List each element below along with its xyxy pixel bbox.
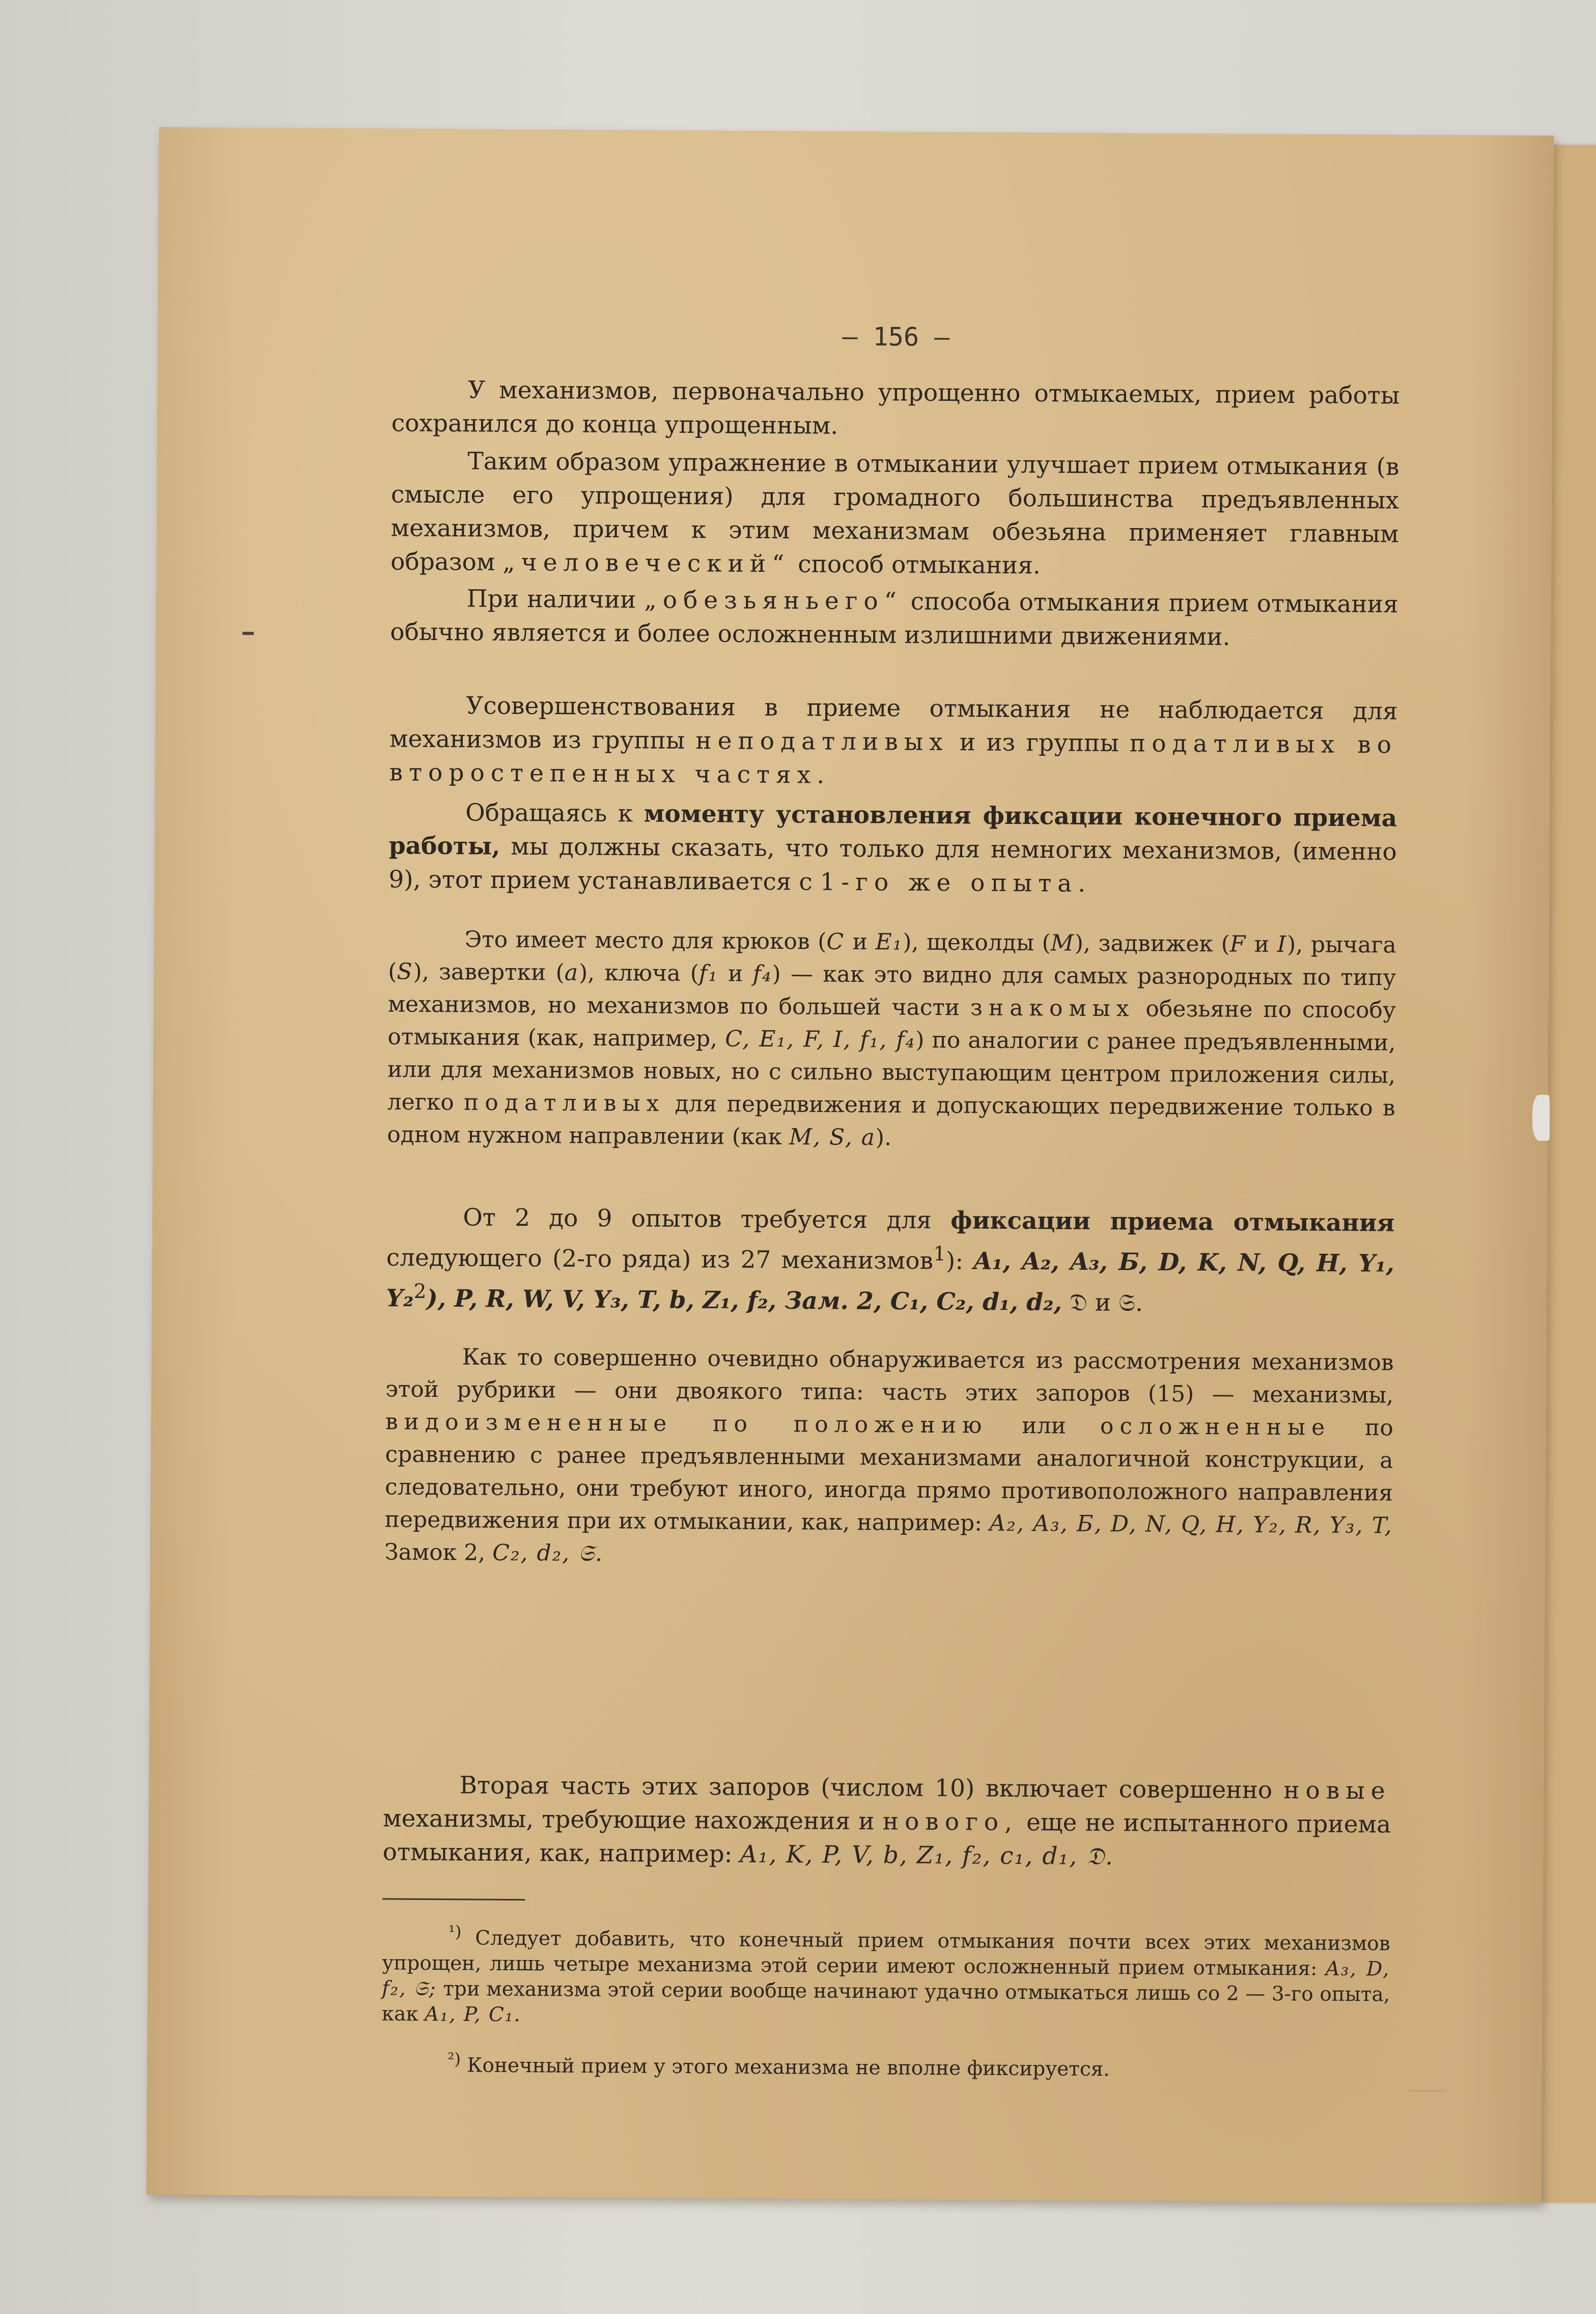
p6-and-1: и: [852, 929, 868, 955]
var-S: S: [397, 958, 413, 985]
spaced-familiar: знакомых: [970, 995, 1135, 1022]
spaced-modified: видоизмененные по положению: [385, 1409, 988, 1439]
paragraph-4-start: Усовершенствования в приеме отмыкания не наблюдается для механизмов из группы: [389, 692, 1398, 755]
paragraph-6: [387, 923, 1396, 1157]
p6-k: ).: [875, 1124, 892, 1151]
paragraph-5-mid: мы должны сказать, что только для немногих механизмов, (именно 9), этот прием устанавливается с: [388, 832, 1397, 896]
p6-e: ), завертки (: [413, 958, 565, 986]
var-F: F: [1229, 931, 1247, 957]
p6-f: ), ключа (: [578, 959, 699, 987]
paragraph-5-start: Обращаясь к: [465, 798, 633, 828]
paragraph-3-end: способа отмыкания прием отмыкания обычно является и более осложненным излишними движениями.: [390, 587, 1398, 651]
footnote-2-mark: ²): [447, 2049, 461, 2069]
spaced-complicated: осложненные: [1100, 1413, 1331, 1441]
p6-j: для передвижения и допускающих передвижение только в одном нужном направлении (как: [387, 1090, 1395, 1150]
p8-a: Как то совершенно очевидно обнаруживается из рассмотрения механизмов этой рубрики — они двоякого типа: часть этих запоров (15) — механизмы,: [385, 1344, 1394, 1409]
p8-b: по сравнению с ранее предъявленными механизмами аналогичной конструкции, а следовательно, они требуют иного, иногда прямо противоположного направления передвижения при их отмыкании, как, например:: [384, 1415, 1394, 1536]
paragraph-3: [390, 582, 1398, 655]
spaced-first-trial: 1-го же опыта.: [820, 868, 1092, 898]
margin-mark: [242, 632, 254, 635]
p6-i: ) по аналогии с ранее предъявленными, или для механизмов новых, но с сильно выступающим центром приложения силы, легко: [387, 1027, 1396, 1116]
p7-end: 𝔇 и 𝔖.: [1069, 1288, 1143, 1317]
p7-a: От 2 до 9 опытов требуется для: [463, 1203, 932, 1234]
p6-b: ), щеколды (: [903, 929, 1051, 956]
var-list-4: C₂, d₂, 𝔖.: [492, 1539, 604, 1567]
spaced-yielding: податливых во второстепенных частях.: [389, 729, 1398, 789]
p9-a: Вторая часть этих запоров (числом 10) включает совершенно: [459, 1771, 1273, 1805]
p6-h: обезьяне по способу отмыкания (как, например,: [387, 996, 1396, 1052]
mechanism-list-a: A₁, A₂, A₃, Б, D, K, N, Q, H, Y₁, Y₂: [386, 1247, 1395, 1313]
var-list-5: A₁, K, P, V, b, Z₁, f₂, c₁, d₁, 𝔇.: [740, 1840, 1114, 1871]
page-tear: [1532, 1095, 1550, 1141]
p8-lock: Замок 2,: [384, 1539, 486, 1566]
var-f1: f₁: [698, 960, 719, 987]
var-I: I: [1277, 931, 1287, 958]
paragraph-4: [389, 688, 1397, 795]
var-list-3: A₂, A₃, Б, D, N, Q, H, Y₂, R, Y₃, T,: [989, 1510, 1393, 1539]
footnote-2-text: Конечный прием у этого механизма не вполне фиксируется.: [467, 2054, 1110, 2081]
footnote-1-mark: ¹): [448, 1922, 462, 1942]
faint-mark: [1410, 2090, 1445, 2102]
spaced-unyielding: неподатливых: [695, 727, 949, 757]
spaced-human: „человеческий“: [502, 548, 791, 578]
footnote-1-list-2: A₁, P, C₁.: [425, 2002, 521, 2027]
footnote-1-a: Следует добавить, что конечный прием отмыкания почти всех этих механизмов упрощен, лишь четыре механизма этой серии имеют осложненный прием отмыкания:: [382, 1926, 1390, 1980]
footnote-1-b: три механизма этой серии вообще начинают удачно отмыкаться лишь со 2 — 3-го опыта, как: [381, 1977, 1390, 2026]
footnote-ref-2: 2: [413, 1280, 427, 1303]
var-list-1: C, E₁, F, I, f₁, f₄: [725, 1026, 916, 1053]
footnote-rule: [382, 1898, 525, 1900]
p6-g: ) — как это видно для самых разнородных по типу механизмов, но механизмов по большей части: [387, 961, 1396, 1021]
bold-fixation-phrase: моменту установления фиксации конечного приема работы,: [388, 800, 1397, 861]
p8-or: или: [1022, 1413, 1067, 1439]
footnote-1: [382, 1918, 1390, 2033]
p6-a: Это имеет место для крюков (: [464, 926, 827, 955]
footnote-1-list: A₃, D, f₂, 𝔖;: [381, 1957, 1390, 2001]
bold-fixation: фиксации приема отмыкания: [950, 1206, 1395, 1237]
p7-b: следующего (2-го ряда) из 27 механизмов: [386, 1244, 934, 1275]
paragraph-2-end: способ отмыкания.: [798, 550, 1041, 580]
p6-and-3: и: [727, 960, 743, 987]
p6-and-2: и: [1254, 931, 1270, 958]
paragraph-9: [383, 1768, 1391, 1875]
spaced-monkey: „обезьяньего“: [644, 586, 903, 616]
mechanism-list-b: ), P, R, W, V, Y₃, T, b, Z₁, f₂, Зам. 2, C₁, C₂, d₁, d₂,: [426, 1284, 1062, 1316]
book-page: [147, 127, 1554, 2203]
var-C: C: [826, 928, 845, 955]
page-number: — 156 —: [842, 321, 950, 352]
var-f4: f₄: [752, 960, 772, 987]
spaced-yielding-2: податливых: [463, 1089, 665, 1117]
var-list-2: M, S, a: [789, 1124, 876, 1151]
spaced-new-2: нового,: [882, 1807, 1019, 1837]
var-a: a: [564, 959, 579, 986]
p6-d: ), рычага (: [388, 931, 1396, 985]
paragraph-1: У механизмов, первоначально упрощенно отмыкаемых, прием работы сохранился до конца упрощенным.: [391, 376, 1400, 440]
spaced-new: новые: [1283, 1776, 1391, 1805]
p6-c: ), задвижек (: [1074, 930, 1230, 957]
paragraph-7: [386, 1200, 1394, 1321]
footnote-2: [381, 2046, 1389, 2084]
paragraph-8: [384, 1340, 1394, 1575]
p9-c: еще не испытанного приема отмыкания, как, например:: [382, 1808, 1391, 1868]
footnote-ref-1: 1: [933, 1243, 946, 1266]
paragraph-5: [388, 795, 1397, 902]
paragraph-3-start: При наличии: [466, 585, 636, 614]
paragraph-4-mid: и из группы: [959, 728, 1119, 758]
p7-c: ):: [945, 1247, 964, 1276]
paragraph-2: [390, 444, 1399, 585]
paragraph-2-text: Таким образом упражнение в отмыкании улучшает прием отмыкания (в смысле его упрощения) для громадного большинства предъявленных механизмов, причем к этим механизмам обезьяна применяет главным образом: [390, 447, 1399, 576]
var-M: M: [1050, 930, 1075, 956]
p9-b: механизмы, требующие нахождения и: [382, 1804, 875, 1836]
var-E1: E₁: [875, 929, 903, 955]
